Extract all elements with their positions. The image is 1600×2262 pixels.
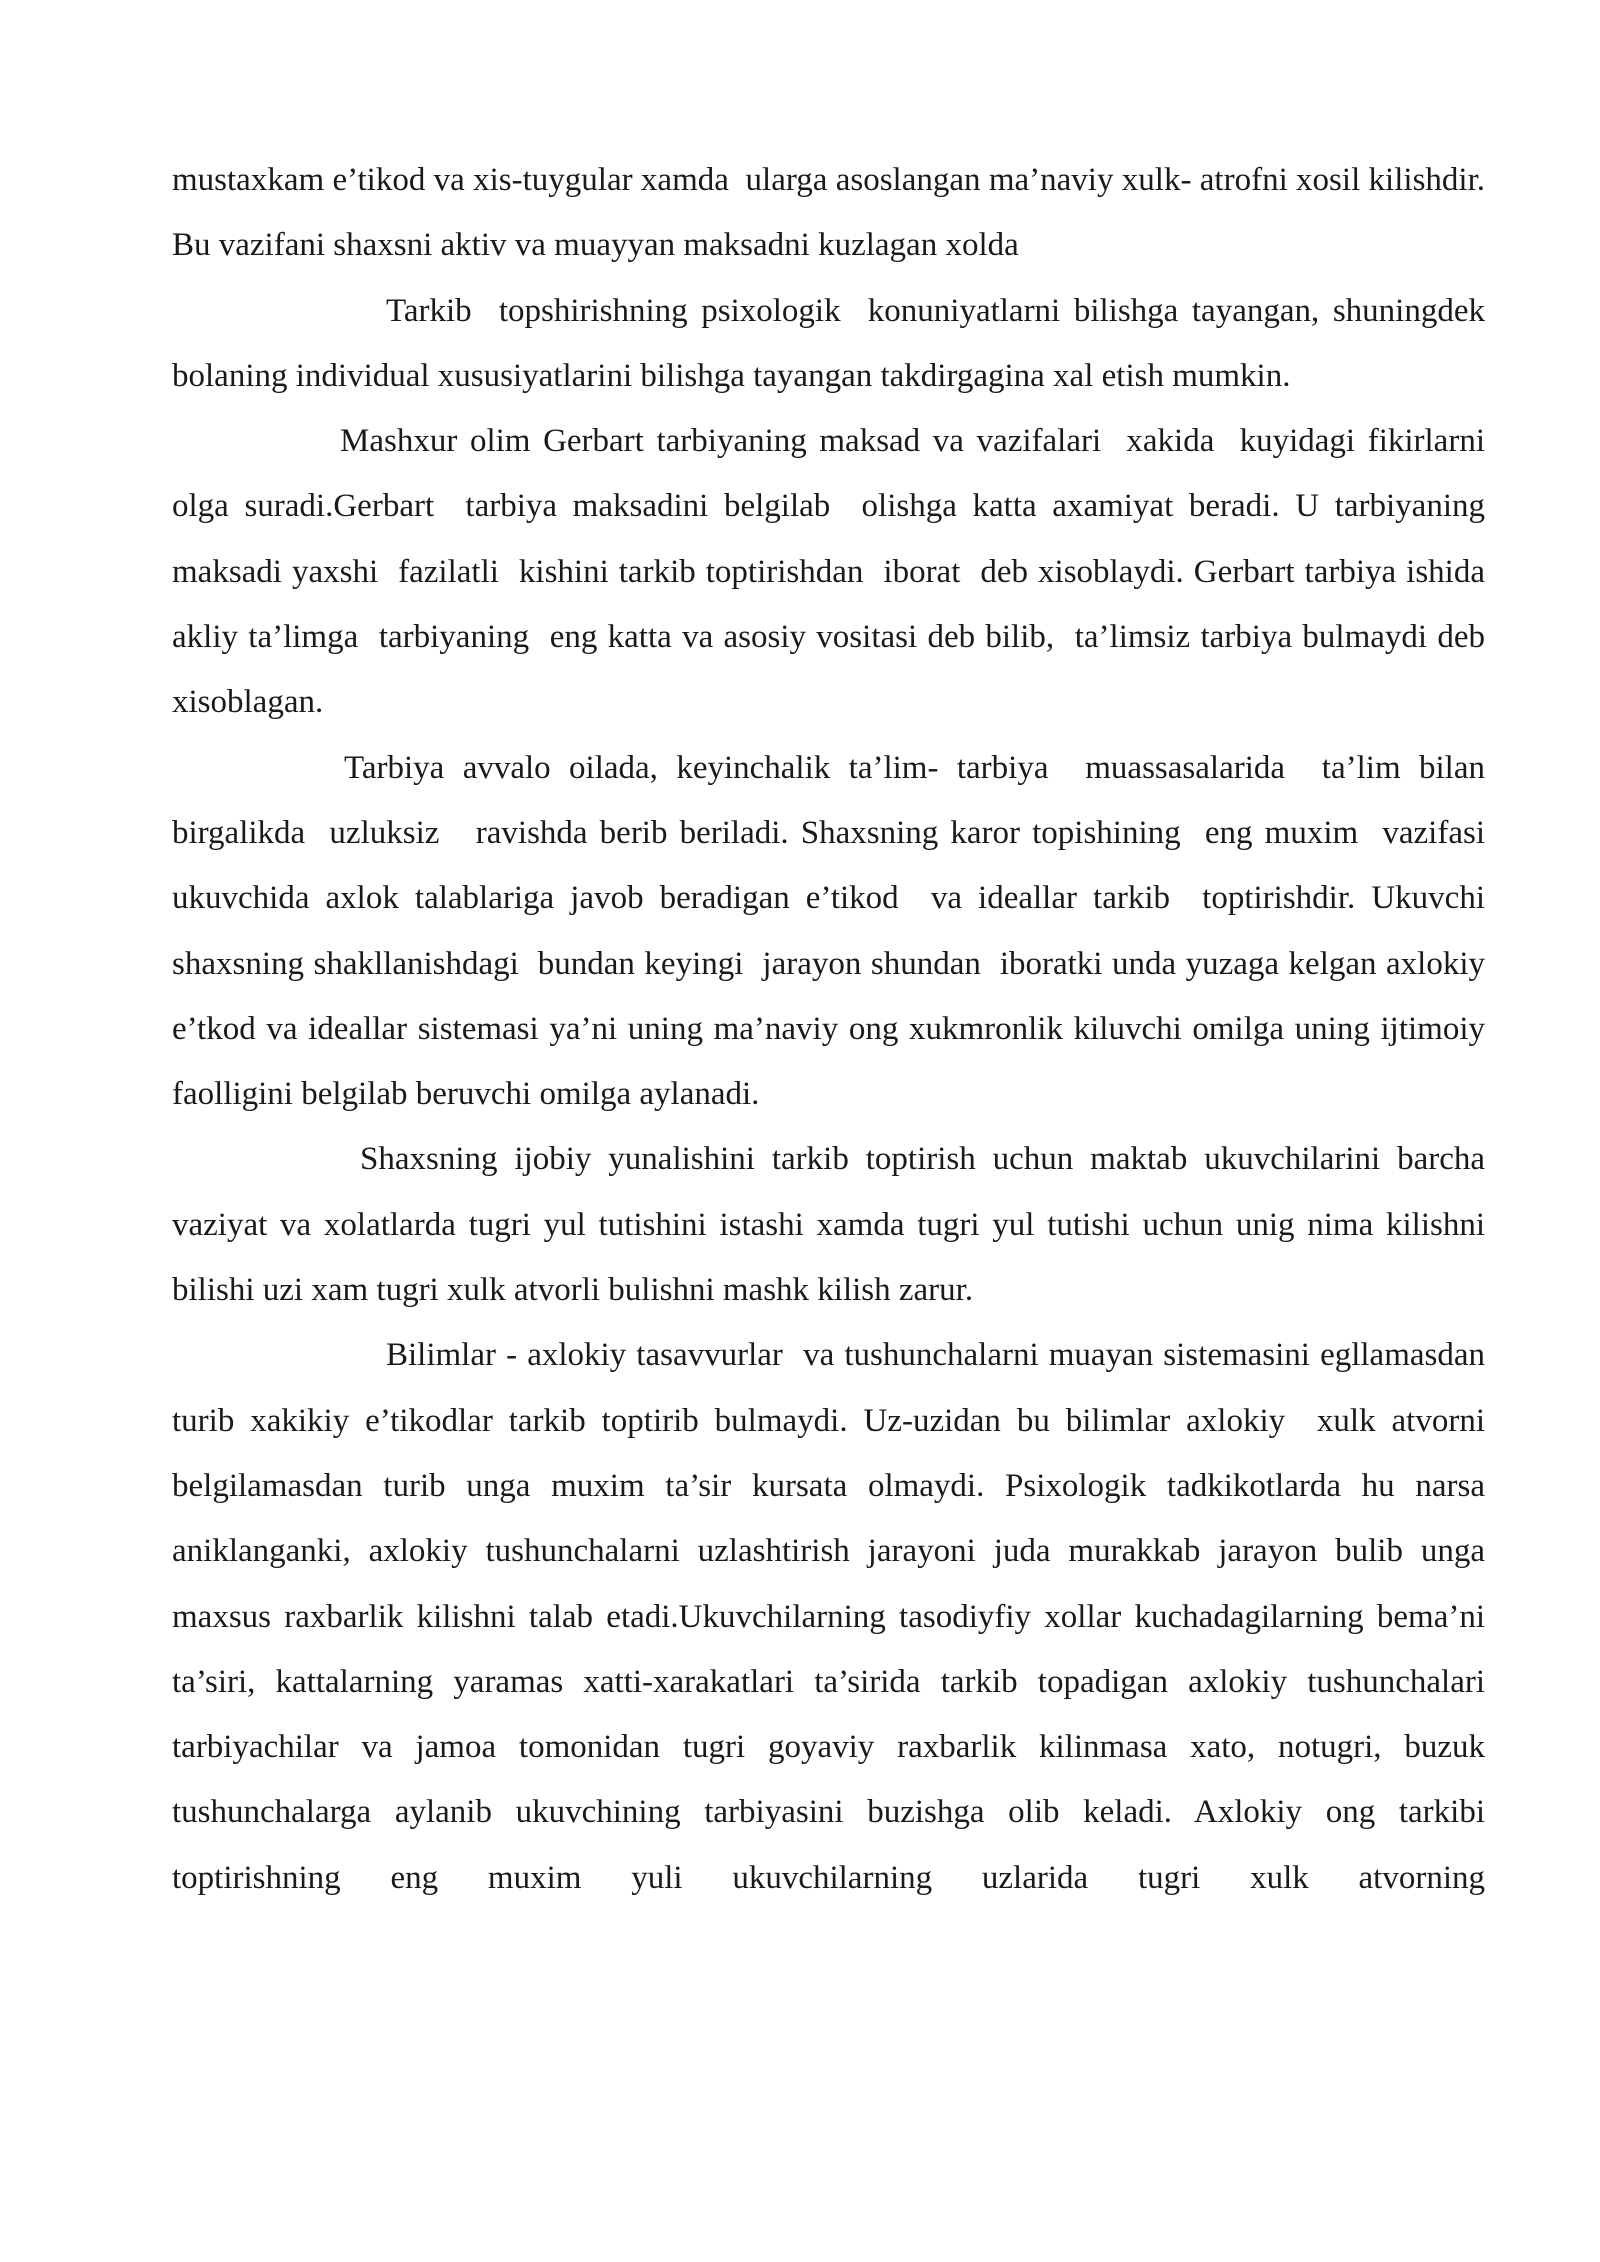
paragraph: Shaxsning ijobiy yunalishini tarkib toptirish uchun maktab ukuvchilarini barcha vaziyat va xolatlarda tugri yul tutishini istashi xamda tugri yul tutishi uchun unig nima kilishni bilishi uzi xam tugri xulk atvorli bulishni mashk kilish zarur. (172, 1141, 1494, 1309)
paragraph: Tarkib topshirishning psixologik konuniyatlarni bilishga tayangan, shuningdek bolaning individual xususiyatlarini bilishga tayangan takdirgagina xal etish mumkin. (172, 292, 1494, 394)
paragraph: Bilimlar - axlokiy tasavvurlar va tushunchalarni muayan sistemasini egllamasdan turib xakikiy e’tikodlar tarkib toptirib bulmaydi. Uz-uzidan bu bilimlar axlokiy xulk atvorni belgilamasdan turib unga muxim ta’sir kursata olmaydi. Psixologik tadkikotlarda hu narsa aniklanganki, axlokiy tushunchalarni uzlashtirish jarayoni juda murakkab jarayon bulib unga maxsus raxbarlik kilishni talab etadi.Ukuvchilarning tasodiyfiy xollar kuchadagilarning bema’ni ta’siri, kattalarning yaramas xatti-xarakatlari ta’sirida tarkib topadigan axlokiy tushunchalari tarbiyachilar va jamoa tomonidan tugri goyaviy raxbarlik kilinmasa xato, notugri, buzuk tushunchalarga aylanib ukuvchining tarbiyasini buzishga olib keladi. Axlokiy ong tarkibi toptirishning eng muxim yuli ukuvchilarning uzlarida tugri xulk atvorning (172, 1337, 1494, 1896)
paragraph: mustaxkam e’tikod va xis-tuygular xamda ularga asoslangan ma’naviy xulk- atrofni xosil kilishdir. Bu vazifani shaxsni aktiv va muayyan maksadni kuzlagan xolda (172, 162, 1494, 264)
document-body (172, 148, 1502, 1911)
paragraph: Mashxur olim Gerbart tarbiyaning maksad va vazifalari xakida kuyidagi fikirlarni olga suradi.Gerbart tarbiya maksadini belgilab olishga katta axamiyat beradi. U tarbiyaning maksadi yaxshi fazilatli kishini tarkib toptirishdan iborat deb xisoblaydi. Gerbart tarbiya ishida akliy ta’limga tarbiyaning eng katta va asosiy vositasi deb bilib, ta’limsiz tarbiya bulmaydi deb xisoblagan. (172, 423, 1494, 721)
paragraph: Tarbiya avvalo oilada, keyinchalik ta’lim- tarbiya muassasalarida ta’lim bilan birgalikda uzluksiz ravishda berib beriladi. Shaxsning karor topishining eng muxim vazifasi ukuvchida axlok talablariga javob beradigan e’tikod va ideallar tarkib toptirishdir. Ukuvchi shaxsning shakllanishdagi bundan keyingi jarayon shundan iboratki unda yuzaga kelgan axlokiy e’tkod va ideallar sistemasi ya’ni uning ma’naviy ong xukmronlik kiluvchi omilga uning ijtimoiy faolligini belgilab beruvchi omilga aylanadi. (172, 749, 1502, 1113)
